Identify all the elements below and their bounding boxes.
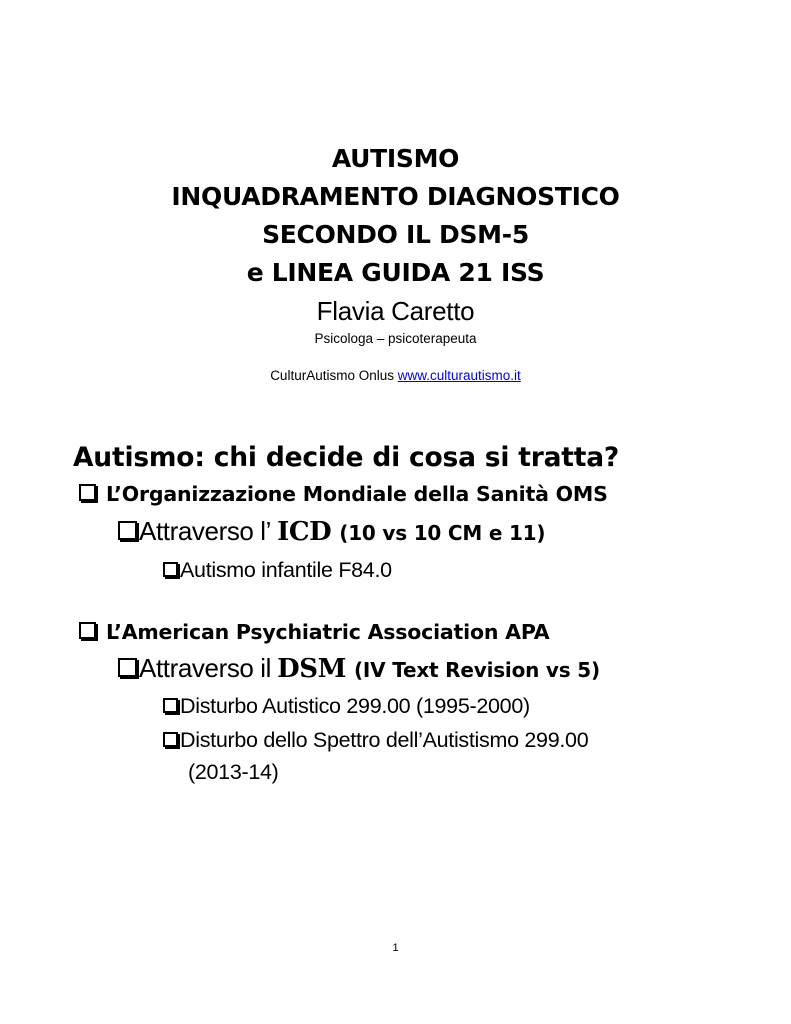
bullet-disturbo-autistico [163,694,530,719]
author-name: Flavia Caretto [316,296,475,326]
checkbox-icon [163,698,178,713]
dsm-prefix: Attraverso il [139,653,272,683]
bullet-autismo-infantile [163,558,392,583]
author-role: Psicologa – psicoterapeuta [314,331,477,346]
section-heading: Autismo: chi decide di cosa si tratta? [73,442,620,473]
icd-strong: ICD [277,517,332,547]
checkbox-icon [118,521,137,540]
dsm-detail: (IV Text Revision vs 5) [353,658,600,682]
bullet-apa [79,620,549,644]
apa-item-2: Disturbo dello Spettro dell’Autistismo 299.00 [180,728,589,752]
organization-name: CulturAutismo Onlus [270,368,394,383]
bullet-icd [118,516,545,547]
icd-prefix: Attraverso l’ [139,516,272,546]
title-line-3: SECONDO IL DSM-5 [262,220,529,249]
checkbox-icon [163,562,178,577]
checkbox-icon [79,622,96,639]
apa-item-1: Disturbo Autistico 299.00 (1995-2000) [180,694,530,718]
title-line-2: INQUADRAMENTO DIAGNOSTICO [171,182,620,211]
apa-item-2-continuation: (2013-14) [188,760,279,784]
checkbox-icon [163,732,178,747]
checkbox-icon [118,658,137,677]
bullet-oms [79,482,608,506]
oms-label: L’Organizzazione Mondiale della Sanità OMS [106,482,608,506]
bullet-dsm [118,653,600,684]
website-link[interactable]: www.culturautismo.it [397,368,521,383]
icd-detail: (10 vs 10 CM e 11) [339,521,546,545]
organization-line [0,367,791,385]
apa-label: L’American Psychiatric Association APA [106,620,550,644]
bullet-disturbo-spettro [163,728,588,753]
page-number: 1 [392,942,399,954]
title-block [0,140,791,385]
title-line-1: AUTISMO [331,144,460,173]
dsm-strong: DSM [277,654,346,684]
title-line-4: e LINEA GUIDA 21 ISS [246,258,545,287]
checkbox-icon [79,484,96,501]
oms-item-1: Autismo infantile F84.0 [180,558,392,582]
